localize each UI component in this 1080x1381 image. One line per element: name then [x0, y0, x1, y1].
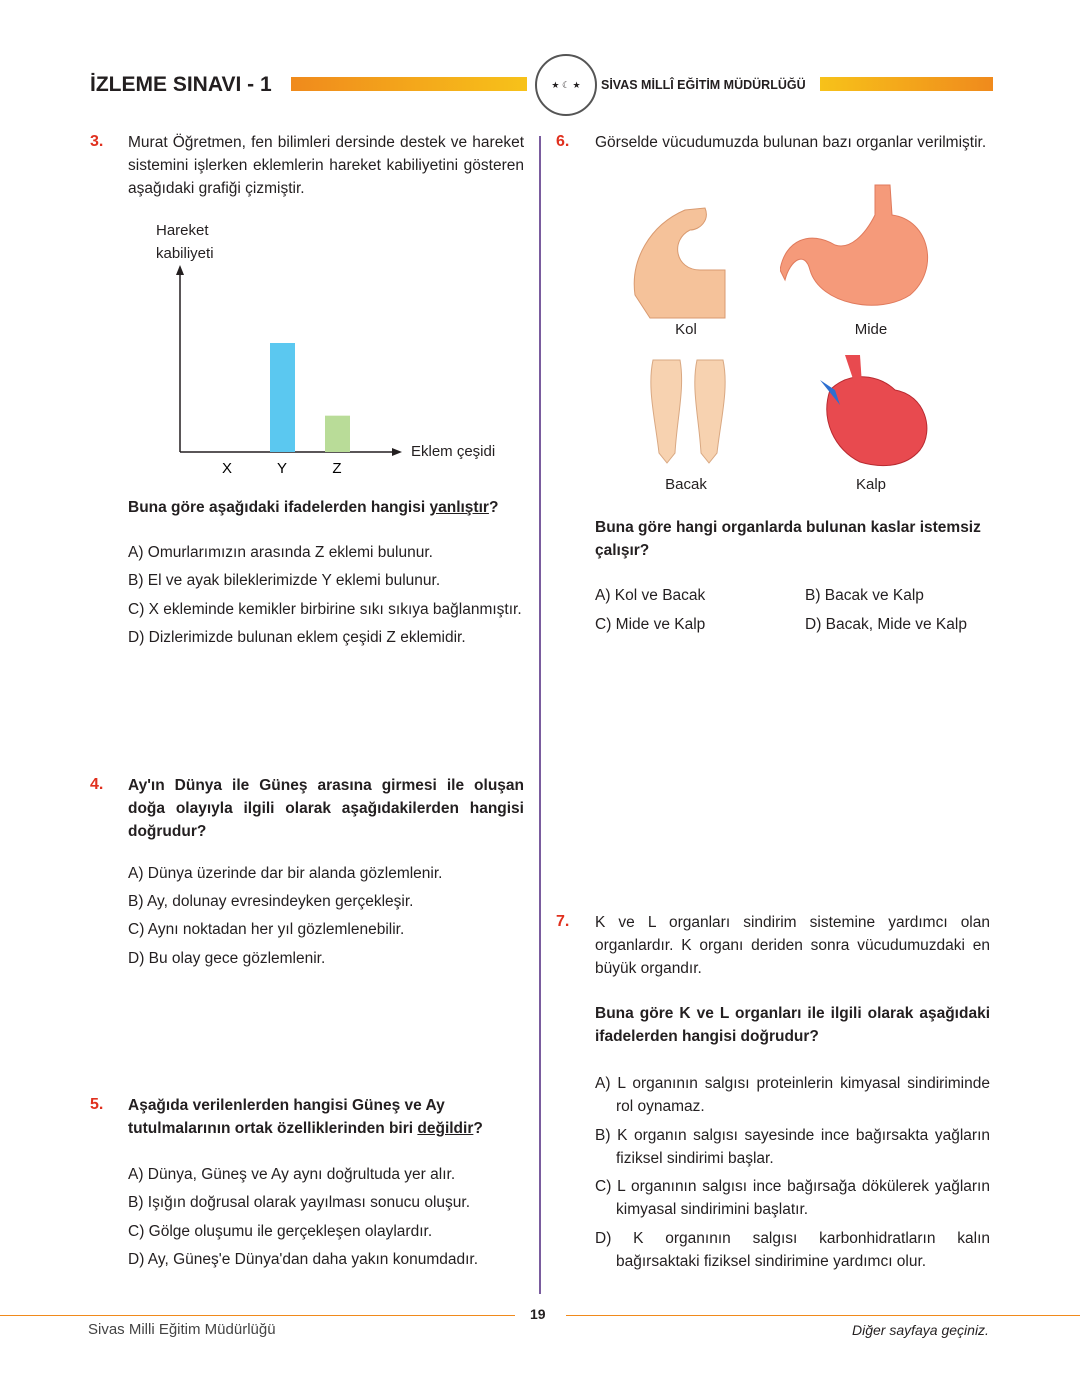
option-b[interactable]: B) Ay, dolunay evresindeyken gerçekleşir.	[128, 893, 414, 910]
x-axis-label: Eklem çeşidi	[411, 443, 496, 460]
page-number: 19	[530, 1306, 546, 1322]
option-b[interactable]: B) El ve ayak bileklerimizde Y eklemi bulunur.	[128, 572, 441, 589]
option-a[interactable]: A) Kol ve Bacak	[595, 587, 706, 604]
footer-next-page: Diğer sayfaya geçiniz.	[852, 1322, 989, 1338]
option-d[interactable]: D) Ay, Güneş'e Dünya'dan daha yakın konumdadır.	[128, 1251, 479, 1268]
ministry-seal-logo: ★ ☾ ★	[535, 54, 597, 116]
option-a[interactable]: A) Dünya, Güneş ve Ay aynı doğrultuda yer alır.	[128, 1166, 456, 1183]
stomach-image	[780, 180, 935, 310]
option-c[interactable]: C) Aynı noktadan her yıl gözlemlenebilir.	[128, 921, 405, 938]
footer-line-right	[566, 1315, 1080, 1316]
option-b[interactable]: B) K organın salgısı sayesinde ince bağırsakta yağların fiziksel sindirimi başlar.	[595, 1127, 990, 1167]
exam-title: İZLEME SINAVI - 1	[90, 73, 272, 96]
header-bar-left	[291, 77, 527, 91]
question-7-prompt: Buna göre K ve L organları ile ilgili olarak aşağıdaki ifadelerden hangisi doğrudur?	[595, 1005, 990, 1045]
option-a[interactable]: A) Omurlarımızın arasında Z eklemi bulunur.	[128, 544, 433, 561]
arm-image	[630, 200, 730, 320]
organ-label-kalp: Kalp	[855, 476, 887, 493]
option-b[interactable]: B) Bacak ve Kalp	[805, 587, 924, 604]
question-number: 6.	[556, 133, 570, 150]
option-c[interactable]: C) Mide ve Kalp	[595, 616, 706, 633]
option-d[interactable]: D) Bu olay gece gözlemlenir.	[128, 950, 326, 967]
question-7-text: K ve L organları sindirim sistemine yardımcı olan organlardır. K organı deriden sonra vücudumuzdaki en büyük organdır.	[595, 914, 990, 977]
option-d[interactable]: D) K organının salgısı karbonhidratların kalın bağırsaktaki fiziksel sindirimine yardımcı olur.	[595, 1230, 990, 1270]
organ-label-kol: Kol	[675, 321, 697, 338]
organization-name: SİVAS MİLLÎ EĞİTİM MÜDÜRLÜĞÜ	[601, 78, 806, 92]
joint-mobility-chart	[140, 215, 540, 485]
question-4-text: Ay'ın Dünya ile Güneş arasına girmesi ile oluşan doğa olayıyla ilgili olarak aşağıdakilerden hangisi doğrudur?	[128, 777, 524, 840]
legs-image	[645, 358, 735, 468]
y-axis-label-line2: kabiliyeti	[156, 245, 214, 262]
y-axis-label-line1: Hareket	[156, 222, 209, 239]
option-a[interactable]: A) L organının salgısı proteinlerin kimyasal sindiriminde rol oynamaz.	[595, 1075, 990, 1115]
heart-image	[800, 350, 935, 475]
x-tick-X: X	[221, 460, 233, 477]
question-number: 4.	[90, 776, 104, 793]
question-3-prompt: Buna göre aşağıdaki ifadelerden hangisi yanlıştır?	[128, 499, 499, 516]
footer-line-left	[0, 1315, 515, 1316]
organ-label-bacak: Bacak	[665, 476, 707, 493]
question-6-text: Görselde vücudumuzda bulunan bazı organlar verilmiştir.	[595, 134, 987, 151]
x-axis-arrow	[392, 448, 402, 456]
x-tick-Y: Y	[276, 460, 288, 477]
y-axis-arrow	[176, 265, 184, 275]
option-c[interactable]: C) X ekleminde kemikler birbirine sıkı sıkıya bağlanmıştır.	[128, 601, 522, 618]
option-d[interactable]: D) Bacak, Mide ve Kalp	[805, 616, 967, 633]
footer-org: Sivas Milli Eğitim Müdürlüğü	[88, 1321, 276, 1338]
question-6-prompt: Buna göre hangi organlarda bulunan kaslar istemsiz çalışır?	[595, 519, 981, 559]
question-number: 7.	[556, 913, 570, 930]
option-d[interactable]: D) Dizlerimizde bulunan eklem çeşidi Z eklemidir.	[128, 629, 466, 646]
header-bar-right	[820, 77, 993, 91]
option-c[interactable]: C) L organının salgısı ince bağırsağa dökülerek yağların kimyasal sindirimini başlatır.	[595, 1178, 990, 1218]
option-b[interactable]: B) Işığın doğrusal olarak yayılması sonucu oluşur.	[128, 1194, 471, 1211]
bar-Z	[325, 416, 350, 452]
question-number: 3.	[90, 133, 104, 150]
organ-label-mide: Mide	[854, 321, 888, 338]
question-3-text: Murat Öğretmen, fen bilimleri dersinde destek ve hareket sistemini işlerken eklemlerin hareket kabiliyetini gösteren aşağıdaki grafiği çizmiştir.	[128, 134, 524, 197]
x-tick-Z: Z	[332, 460, 342, 477]
question-5-text: Aşağıda verilenlerden hangisi Güneş ve Ay tutulmalarının ortak özelliklerinden biri değildir?	[128, 1097, 483, 1137]
question-number: 5.	[90, 1096, 104, 1113]
option-a[interactable]: A) Dünya üzerinde dar bir alanda gözlemlenir.	[128, 865, 443, 882]
bar-Y	[270, 343, 295, 452]
option-c[interactable]: C) Gölge oluşumu ile gerçekleşen olaylardır.	[128, 1223, 433, 1240]
